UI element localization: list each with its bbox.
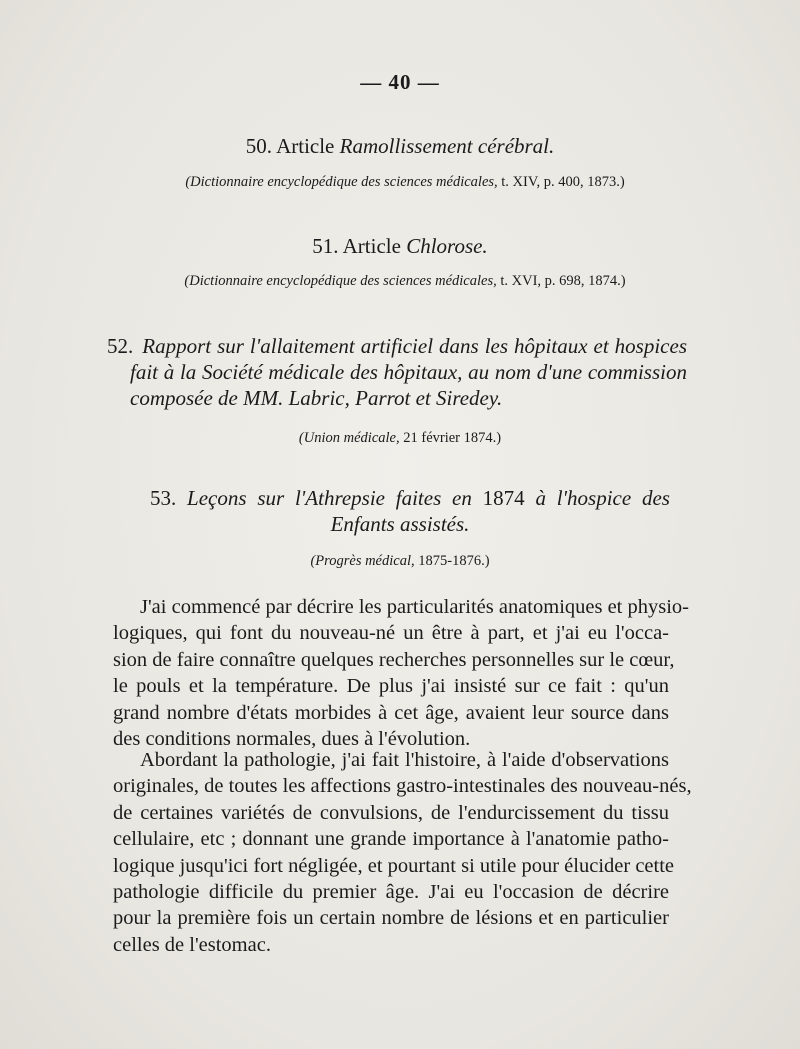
entry-source: (Dictionnaire encyclopédique des sciences médicales, t. XIV, p. 400, 1873.) [185, 174, 625, 190]
source-upright: t. XVI, p. 698, 1874.) [500, 273, 626, 289]
entry-year: 1874 [482, 486, 525, 510]
source-italic: Progrès médical, [315, 553, 415, 569]
source-italic: Dictionnaire encyclopédique des sciences médicales, [189, 273, 497, 289]
entry-title-italic: Ramollissement cérébral. [339, 134, 555, 158]
entry-text: fait à la Société médicale des hôpitaux, au nom d'une commission [130, 360, 687, 384]
source-upright: 21 février 1874.) [403, 430, 502, 446]
paragraph-line: celles de l'estomac. [113, 933, 271, 956]
paragraph-line: logiques, qui font du nouveau-né un être à part, et j'ai eu l'occa- [113, 622, 669, 645]
entry-51 [0, 233, 800, 291]
entry-title [0, 133, 800, 159]
entry-line [150, 485, 670, 511]
entry-number: 53. [150, 486, 177, 510]
entry-word: sur [257, 486, 285, 510]
paragraph-line: Abordant la pathologie, j'ai fait l'histoire, à l'aide d'observations [140, 749, 669, 771]
source-upright: 1875-1876.) [418, 553, 490, 569]
entry-52 [0, 333, 800, 448]
paragraph-line: sion de faire connaître quelques recherches personnelles sur le cœur, [113, 648, 675, 671]
entry-source: (Progrès médical, 1875-1876.) [310, 553, 490, 569]
entry-source: (Dictionnaire encyclopédique des sciences médicales, t. XVI, p. 698, 1874.) [184, 273, 626, 289]
entry-text: Rapport sur l'allaitement artificiel dans les hôpitaux et hospices [142, 334, 687, 358]
paragraph-line: pathologie difficile du premier âge. J'ai eu l'occasion de décrire [113, 881, 669, 904]
source-italic: Dictionnaire encyclopédique des sciences médicales, [190, 174, 498, 190]
entry-title-italic: Chlorose. [406, 234, 488, 258]
page-number: — 40 — [360, 70, 440, 94]
paragraph-line: de certaines variétés de convulsions, de l'endurcissement du tissu [113, 801, 669, 824]
entry-line [107, 385, 687, 411]
source-italic: Union médicale, [303, 430, 400, 446]
entry-word: des [641, 486, 670, 510]
paragraph-line: grand nombre d'états morbides à cet âge, avaient leur source dans [113, 701, 669, 724]
source-upright: t. XIV, p. 400, 1873.) [501, 174, 625, 190]
entry-line [107, 333, 687, 359]
paragraph-line: le pouls et la température. De plus j'ai insisté sur ce fait : qu'un [113, 675, 669, 698]
entry-word: Leçons [187, 486, 247, 510]
body-paragraph [113, 594, 690, 752]
entry-word: l'Athrepsie [294, 486, 385, 510]
entry-source: (Union médicale, 21 février 1874.) [298, 430, 502, 446]
entry-number: 52. [107, 334, 134, 358]
entry-line: Enfants assistés. [330, 512, 470, 536]
paragraph-line: originales, de toutes les affections gastro-intestinales des nouveau-nés, [113, 775, 692, 798]
paragraph-line: J'ai commencé par décrire les particularités anatomiques et physio- [140, 596, 690, 618]
paragraph-line: des conditions normales, dues à l'évolution. [113, 728, 471, 751]
paragraph-line: cellulaire, etc ; donnant une grande importance à l'anatomie patho- [113, 828, 669, 851]
entry-text: composée de MM. Labric, Parrot et Siredey. [130, 386, 503, 410]
entry-label: 51. Article [312, 234, 401, 258]
body-paragraph [113, 747, 692, 958]
entry-line [107, 359, 687, 385]
entry-53 [0, 485, 800, 571]
entry-word: en [452, 486, 472, 510]
paragraph-line: logique jusqu'ici fort négligée, et pourtant si utile pour élucider cette [113, 854, 675, 877]
entry-word: faites [395, 486, 442, 510]
entry-50 [0, 133, 800, 192]
entry-word: l'hospice [556, 486, 632, 510]
entry-body [107, 333, 687, 411]
entry-word: à [535, 486, 546, 510]
entry-label: 50. Article [245, 134, 335, 158]
entry-title [0, 233, 800, 259]
paragraph-line: pour la première fois un certain nombre de lésions et en particulier [113, 907, 669, 930]
